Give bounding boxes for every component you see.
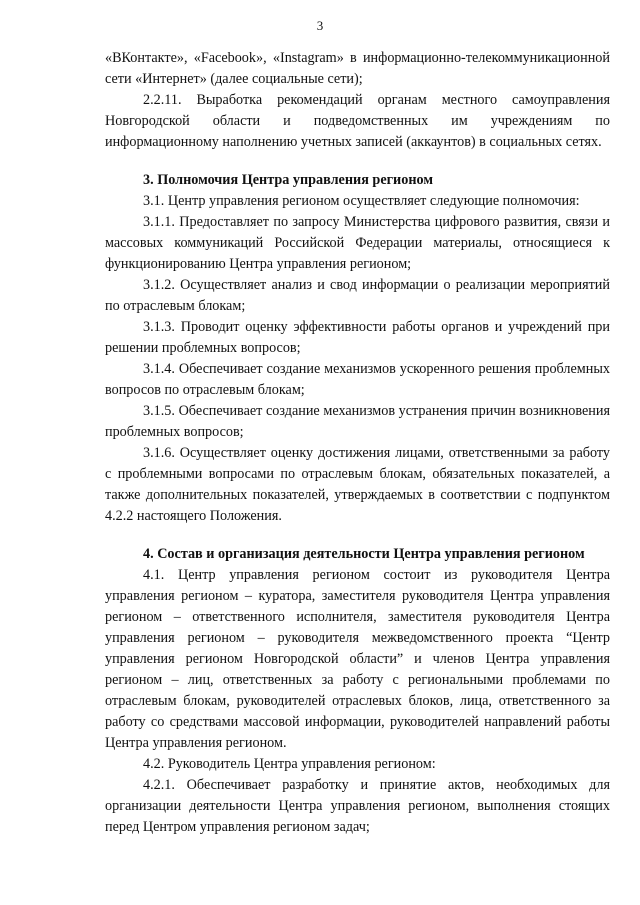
- paragraph-3-1-5: 3.1.5. Обеспечивает создание механизмов устранения причин возникновения проблемных вопросов;: [105, 403, 610, 440]
- section-spacer: [105, 527, 610, 544]
- paragraph-3-1-4: 3.1.4. Обеспечивает создание механизмов ускоренного решения проблемных вопросов по отраслевым блокам;: [105, 361, 610, 398]
- paragraph-3-1: 3.1. Центр управления регионом осуществляет следующие полномочия:: [143, 193, 580, 209]
- paragraph-3-1-6: 3.1.6. Осуществляет оценку достижения лицами, ответственными за работу с проблемными вопросами по отраслевым блокам, обязательных показателей, а также дополнительных показателей, утверждаемых в соответствии с подпунктом 4.2.2 настоящего Положения.: [105, 445, 610, 524]
- paragraph-3-1-3: 3.1.3. Проводит оценку эффективности работы органов и учреждений при решении проблемных вопросов;: [105, 319, 610, 356]
- document-body: [105, 48, 610, 838]
- paragraph-4-2: 4.2. Руководитель Центра управления регионом:: [143, 756, 436, 772]
- section-spacer: [105, 153, 610, 170]
- section-3-heading: 3. Полномочия Центра управления регионом: [143, 172, 433, 188]
- section-4-heading: 4. Состав и организация деятельности Центра управления регионом: [143, 546, 585, 562]
- paragraph-4-1: 4.1. Центр управления регионом состоит из руководителя Центра управления регионом – куратора, заместителя руководителя Центра управления регионом – ответственного исполнителя, заместителя руководителя Центра управления регионом – руководителя межведомственного проекта “Центр управления регионом Новгородской области” и членов Центра управления регионом – лиц, ответственных за работу с региональными проблемами по отраслевым блокам, руководителей отраслевых блоков, лица, ответственного за работу со средствами массовой информации, руководителей направлений работы Центра управления регионом.: [105, 567, 610, 751]
- paragraph-3-1-1: 3.1.1. Предоставляет по запросу Министерства цифрового развития, связи и массовых коммуникаций Российской Федерации материалы, относящиеся к функционированию Центра управления регионом;: [105, 214, 610, 272]
- paragraph-social-networks: «ВКонтакте», «Facebook», «Instagram» в информационно-телекоммуникационной сети «Интернет» (далее социальные сети);: [105, 50, 610, 87]
- paragraph-3-1-2: 3.1.2. Осуществляет анализ и свод информации о реализации мероприятий по отраслевым блокам;: [105, 277, 610, 314]
- paragraph-2-2-11: 2.2.11. Выработка рекомендаций органам местного самоуправления Новгородской области и подведомственных им учреждениям по информационному наполнению учетных записей (аккаунтов) в социальных сетях.: [105, 92, 610, 150]
- page-number: 3: [316, 18, 324, 33]
- paragraph-4-2-1: 4.2.1. Обеспечивает разработку и принятие актов, необходимых для организации деятельности Центра управления регионом, выполнения стоящих перед Центром управления регионом задач;: [105, 777, 610, 835]
